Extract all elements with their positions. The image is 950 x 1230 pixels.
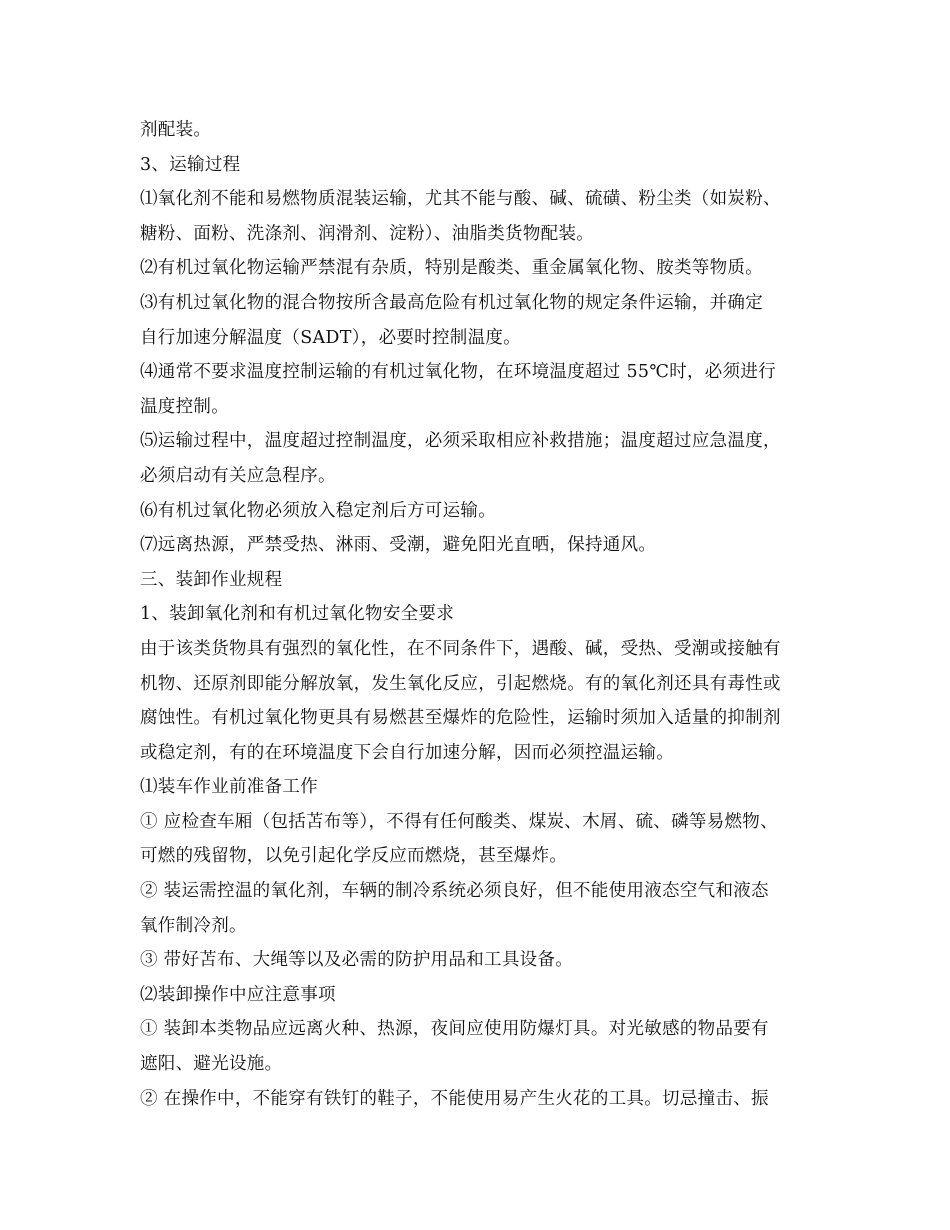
text-line: 自行加速分解温度（SADT），必要时控制温度。: [140, 327, 521, 348]
text-line: 腐蚀性。有机过氧化物更具有易燃甚至爆炸的危险性，运输时须加入适量的抑制剂: [140, 708, 781, 729]
text-line: 机物、还原剂即能分解放氧，发生氧化反应，引起燃烧。有的氧化剂还具有毒性或: [140, 673, 781, 694]
text-line: ⑶有机过氧化物的混合物按所含最高危险有机过氧化物的规定条件运输，并确定: [140, 292, 763, 313]
text-line: ① 应检查车厢（包括苫布等），不得有任何酸类、煤炭、木屑、硫、磷等易燃物、: [140, 811, 778, 832]
text-line: 由于该类货物具有强烈的氧化性，在不同条件下，遇酸、碱，受热、受潮或接触有: [140, 638, 781, 659]
chapter-heading: 三、装卸作业规程: [140, 569, 283, 590]
text-line: 氧作制冷剂。: [140, 915, 247, 936]
text-line: ③ 带好苫布、大绳等以及必需的防护用品和工具设备。: [140, 950, 574, 971]
subsection-heading: ⑴装车作业前准备工作: [140, 777, 318, 798]
section-heading: 3、运输过程: [140, 154, 241, 175]
text-line: ⑹有机过氧化物必须放入稳定剂后方可运输。: [140, 500, 496, 521]
text-line: ⑺远离热源，严禁受热、淋雨、受潮，避免阳光直晒，保持通风。: [140, 535, 657, 556]
text-line: 糖粉、面粉、洗涤剂、润滑剂、淀粉）、油脂类货物配装。: [140, 223, 595, 244]
text-line: 剂配装。: [140, 120, 212, 140]
section-heading: 1、装卸氧化剂和有机过氧化物安全要求: [140, 604, 455, 625]
text-line: ⑵有机过氧化物运输严禁混有杂质，特别是酸类、重金属氧化物、胺类等物质。: [140, 258, 763, 279]
text-line: ⑴氧化剂不能和易燃物质混装运输，尤其不能与酸、碱、硫磺、粉尘类（如炭粉、: [140, 189, 781, 210]
text-line: 遮阳、避光设施。: [140, 1054, 283, 1075]
text-line: 温度控制。: [140, 396, 229, 417]
text-line: 或稳定剂，有的在环境温度下会自行加速分解，因而必须控温运输。: [140, 742, 674, 763]
text-line: ② 装运需控温的氧化剂，车辆的制冷系统必须良好，但不能使用液态空气和液态: [140, 881, 769, 902]
text-line: ⑸运输过程中，温度超过控制温度，必须采取相应补救措施；温度超过应急温度，: [140, 431, 781, 452]
text-line: 必须启动有关应急程序。: [140, 465, 336, 486]
text-line: ② 在操作中，不能穿有铁钉的鞋子，不能使用易产生火花的工具。切忌撞击、振: [140, 1088, 769, 1109]
subsection-heading: ⑵装卸操作中应注意事项: [140, 984, 336, 1005]
document-body: [140, 113, 825, 1116]
text-line: ⑷通常不要求温度控制运输的有机过氧化物，在环境温度超过 55℃时，必须进行: [140, 362, 777, 383]
text-line: 可燃的残留物，以免引起化学反应而燃烧，甚至爆炸。: [140, 846, 568, 867]
text-line: ① 装卸本类物品应远离火种、热源，夜间应使用防爆灯具。对光敏感的物品要有: [140, 1019, 769, 1040]
